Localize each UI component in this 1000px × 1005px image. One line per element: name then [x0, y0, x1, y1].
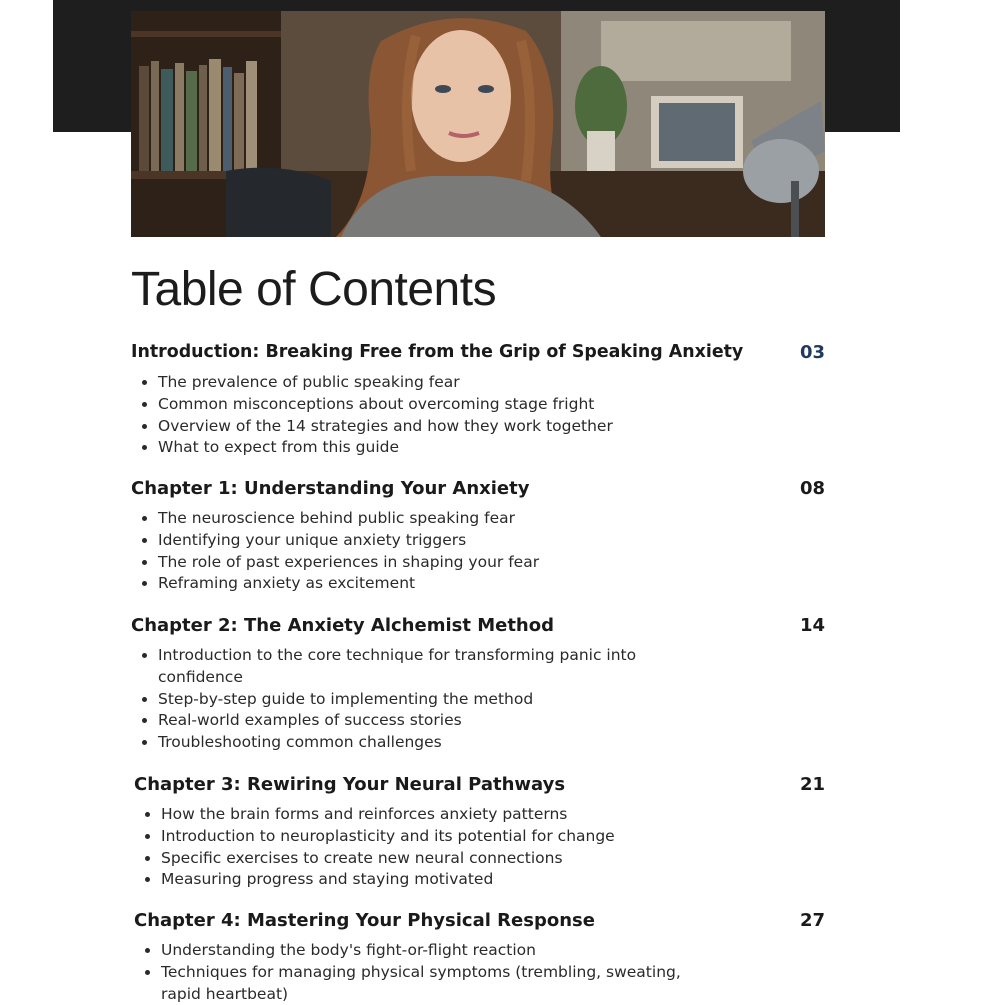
- toc-entry-title[interactable]: Chapter 2: The Anxiety Alchemist Method: [131, 615, 554, 636]
- toc-entry-title[interactable]: Chapter 3: Rewiring Your Neural Pathways: [134, 774, 566, 795]
- toc-section-chapter-3: [134, 774, 834, 891]
- toc-entry-page-number[interactable]: 08: [799, 478, 825, 499]
- list-item: Techniques for managing physical symptoms (trembling, sweating, rapid heartbeat): [134, 962, 681, 1005]
- list-item: Introduction to the core technique for transforming panic into confidence: [131, 645, 678, 689]
- list-item: The neuroscience behind public speaking fear: [131, 508, 678, 530]
- list-item: Introduction to neuroplasticity and its potential for change: [134, 826, 681, 848]
- toc-section-chapter-2: [131, 615, 831, 754]
- list-item: The prevalence of public speaking fear: [131, 372, 678, 394]
- toc-entry-topics: [131, 508, 831, 595]
- toc-entry-heading: [131, 478, 831, 504]
- toc-section-chapter-4: [134, 910, 834, 1005]
- toc-entry-heading: [131, 342, 831, 368]
- toc-entry-topics: [134, 804, 834, 891]
- toc-entry-page-number[interactable]: 03: [799, 342, 825, 363]
- list-item: What to expect from this guide: [131, 437, 678, 459]
- list-item: Specific exercises to create new neural connections: [134, 848, 681, 870]
- toc-entry-topics: [131, 372, 831, 459]
- toc-entry-topics: [131, 645, 831, 754]
- toc-entry-page-number[interactable]: 27: [799, 910, 825, 931]
- list-item: Common misconceptions about overcoming stage fright: [131, 394, 678, 416]
- list-item: The role of past experiences in shaping your fear: [131, 552, 678, 574]
- hero-photo: [131, 11, 825, 237]
- list-item: How the brain forms and reinforces anxiety patterns: [134, 804, 681, 826]
- toc-entry-title[interactable]: Introduction: Breaking Free from the Grip of Speaking Anxiety: [131, 342, 744, 362]
- list-item: Measuring progress and staying motivated: [134, 869, 681, 891]
- toc-entry-title[interactable]: Chapter 1: Understanding Your Anxiety: [131, 478, 530, 499]
- toc-entry-heading: [131, 615, 831, 641]
- list-item: Identifying your unique anxiety triggers: [131, 530, 678, 552]
- toc-entry-page-number[interactable]: 14: [799, 615, 825, 636]
- list-item: Troubleshooting common challenges: [131, 732, 678, 754]
- toc-entry-heading: [134, 774, 834, 800]
- toc-entry-title[interactable]: Chapter 4: Mastering Your Physical Response: [134, 910, 595, 931]
- list-item: Step-by-step guide to implementing the method: [131, 689, 678, 711]
- toc-entry-heading: [134, 910, 834, 936]
- list-item: Real-world examples of success stories: [131, 710, 678, 732]
- list-item: Reframing anxiety as excitement: [131, 573, 678, 595]
- list-item: Overview of the 14 strategies and how they work together: [131, 416, 678, 438]
- toc-entry-topics: [134, 940, 834, 1005]
- page-title: Table of Contents: [131, 263, 497, 316]
- toc-section-introduction: [131, 342, 831, 459]
- toc-entry-page-number[interactable]: 21: [799, 774, 825, 795]
- toc-section-chapter-1: [131, 478, 831, 595]
- hero-photo-illustration: [131, 11, 825, 237]
- list-item: Understanding the body's fight-or-flight reaction: [134, 940, 681, 962]
